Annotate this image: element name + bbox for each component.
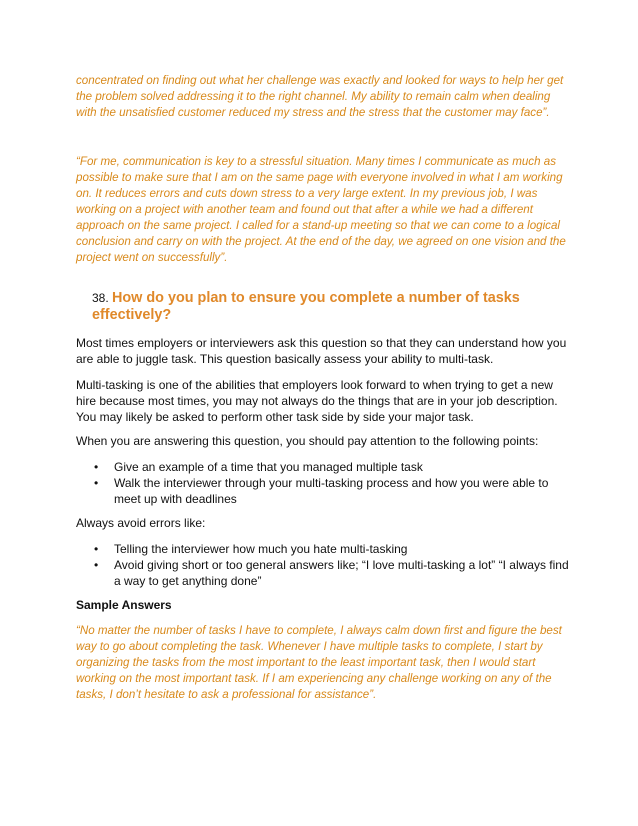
- list-item-text: Give an example of a time that you managed multiple task: [114, 460, 423, 474]
- bullet-icon: •: [94, 542, 99, 556]
- question-number: 38.: [92, 291, 109, 305]
- avoid-intro: Always avoid errors like:: [76, 516, 206, 530]
- quote-paragraph-top: concentrated on finding out what her challenge was exactly and looked for ways to help her get the problem solved addressing it to the right channel. My ability to remain calm when dealing with the unsatisfied customer reduced my stress and the stress that the customer may face”.: [76, 74, 564, 119]
- list-item: [76, 459, 572, 475]
- list-item: [76, 541, 572, 557]
- sample-answers-label: Sample Answers: [76, 598, 172, 612]
- list-item-text: Walk the interviewer through your multi-tasking process and how you were able to meet up with deadlines: [114, 476, 549, 506]
- multitasking-paragraph: Multi-tasking is one of the abilities that employers look forward to when trying to get a new hire because most times, you may not always do the things that are in your job description. You may likely be asked to perform other task side by side your major task.: [76, 378, 558, 424]
- sample-answer-paragraph: “No matter the number of tasks I have to complete, I always calm down first and figure the best way to go about completing the task. Whenever I have multiple tasks to complete, I start by organizing the tasks from the most important to the least important task, then I would start working on the most important task. If I am experiencing any challenge working on any of the tasks, I don’t hesitate to ask a professional for assistance”.: [76, 624, 562, 701]
- list-item: [76, 557, 572, 589]
- question-text: How do you plan to ensure you complete a number of tasks effectively?: [92, 290, 520, 323]
- question-heading: [92, 290, 562, 324]
- points-intro: When you are answering this question, you should pay attention to the following points:: [76, 434, 539, 448]
- quote-paragraph-communication: “For me, communication is key to a stressful situation. Many times I communicate as much as possible to make sure that I am on the same page with everyone involved in what I am working on. It reduces errors and cuts down stress to a very large extent. In my previous job, I was working on a project with another team and found out that after a while we had a different approach on the same project. I called for a stand-up meeting so that we can come to a logical conclusion and carry on with the project. At the end of the day, we agreed on one vision and the project went on successfully”.: [76, 155, 566, 264]
- avoid-list: [76, 541, 572, 589]
- list-item: [76, 475, 572, 507]
- points-list: [76, 459, 572, 507]
- intro-paragraph: Most times employers or interviewers ask this question so that they can understand how you are able to juggle task. This question basically assess your ability to multi-task.: [76, 336, 567, 366]
- list-item-text: Avoid giving short or too general answers like; “I love multi-tasking a lot” “I always find a way to get anything done”: [114, 558, 569, 588]
- bullet-icon: •: [94, 476, 99, 490]
- list-item-text: Telling the interviewer how much you hate multi-tasking: [114, 542, 408, 556]
- bullet-icon: •: [94, 460, 99, 474]
- bullet-icon: •: [94, 558, 99, 572]
